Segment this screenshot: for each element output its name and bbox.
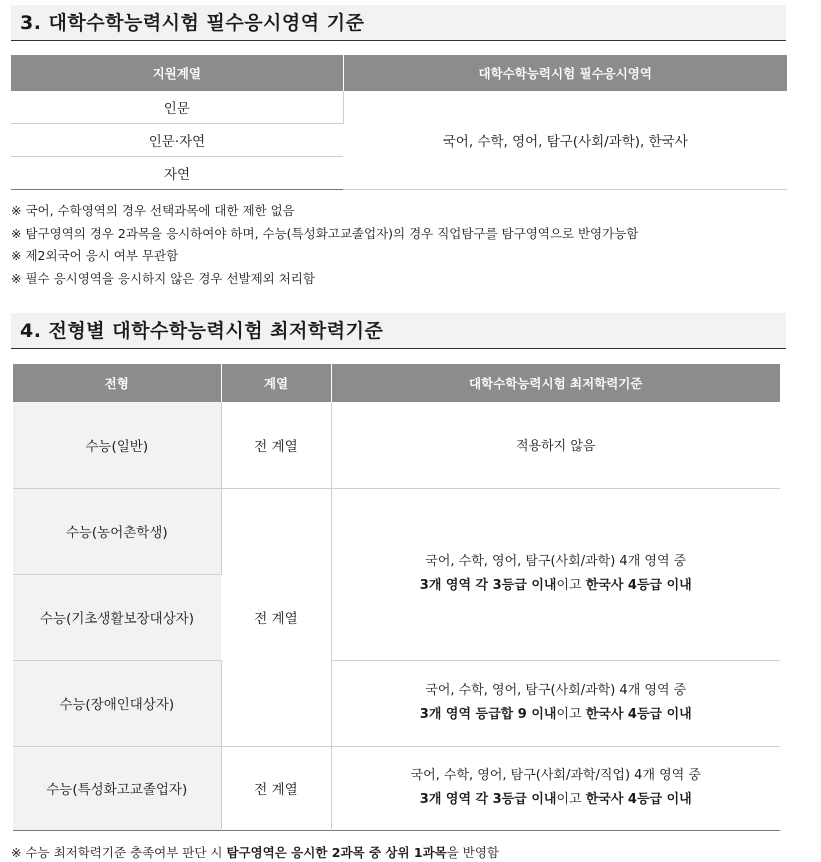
criteria-text: 이고 — [556, 578, 586, 593]
admission-type-cell: 수능(특성화고교졸업자) — [13, 746, 221, 830]
table-row — [13, 402, 780, 488]
required-areas-cell: 국어, 수학, 영어, 탐구(사회/과학), 한국사 — [343, 91, 787, 190]
criteria-bold: 3개 영역 등급합 9 이내 — [419, 707, 557, 722]
col-header-track: 지원계열 — [11, 55, 343, 91]
criteria-line: 국어, 수학, 영어, 탐구(사회/과학) 4개 영역 중 — [425, 554, 687, 569]
criteria-line — [332, 574, 781, 598]
criteria-cell — [331, 660, 780, 746]
criteria-bold: 3개 영역 각 3등급 이내 — [419, 578, 557, 593]
track-cell: 인문·자연 — [11, 124, 343, 157]
note-line: ※ 국어, 수학영역의 경우 선택과목에 대한 제한 없음 — [11, 203, 295, 218]
note-line: ※ 제2외국어 응시 여부 무관함 — [11, 248, 179, 263]
section3-notes — [11, 200, 638, 290]
admission-type-cell: 수능(장애인대상자) — [13, 660, 221, 746]
table-header-row — [11, 55, 787, 91]
criteria-cell — [331, 746, 780, 830]
track-cell: 자연 — [163, 167, 191, 183]
note-line: ※ 필수 응시영역을 응시하지 않은 경우 선발제외 처리함 — [11, 270, 315, 286]
track-cell: 전 계열 — [221, 746, 331, 830]
note-line: ※ 탐구영역의 경우 2과목을 응시하여야 하며, 수능(특성화고교졸업자)의 경우 직업탐구를 탐구영역으로 반영가능함 — [11, 225, 639, 241]
section3-title: 3. 대학수학능력시험 필수응시영역 기준 — [11, 5, 786, 41]
track-cell: 전 계열 — [221, 402, 331, 488]
admission-type-cell: 수능(기초생활보장대상자) — [13, 574, 221, 660]
admission-type-cell: 수능(농어촌학생) — [13, 488, 221, 574]
criteria-bold: 한국사 4등급 이내 — [585, 707, 692, 722]
footnote-text: ※ 수능 최저학력기준 충족여부 판단 시 — [11, 845, 227, 860]
criteria-line: 국어, 수학, 영어, 탐구(사회/과학) 4개 영역 중 — [425, 683, 687, 698]
table-header-row — [13, 364, 780, 402]
footnote-bold: 탐구영역은 응시한 2과목 중 상위 1과목 — [226, 845, 447, 860]
section4-title: 4. 전형별 대학수학능력시험 최저학력기준 — [11, 313, 786, 349]
criteria-cell: 적용하지 않음 — [331, 402, 780, 488]
col-header-track: 계열 — [221, 364, 331, 402]
criteria-cell — [331, 488, 780, 660]
criteria-text: 이고 — [556, 707, 586, 722]
track-cell: 전 계열 — [221, 488, 331, 746]
footnote-text: 을 반영함 — [446, 845, 500, 860]
criteria-text: 이고 — [556, 792, 586, 807]
criteria-bold: 한국사 4등급 이내 — [585, 578, 692, 593]
table-row — [13, 488, 780, 574]
criteria-bold: 3개 영역 각 3등급 이내 — [419, 792, 557, 807]
track-cell: 인문 — [11, 91, 343, 124]
required-subjects-table — [11, 55, 787, 190]
criteria-line: 국어, 수학, 영어, 탐구(사회/과학/직업) 4개 영역 중 — [410, 768, 701, 783]
table-row — [13, 660, 780, 746]
table-row — [13, 746, 780, 830]
table-row — [11, 91, 787, 124]
criteria-line — [332, 703, 781, 727]
criteria-bold: 한국사 4등급 이내 — [585, 792, 692, 807]
col-header-admission-type: 전형 — [13, 364, 221, 402]
section4-footnote — [11, 844, 499, 862]
minimum-score-table — [13, 364, 780, 831]
col-header-minimum-criteria: 대학수학능력시험 최저학력기준 — [331, 364, 780, 402]
admission-type-cell: 수능(일반) — [13, 402, 221, 488]
col-header-required-areas: 대학수학능력시험 필수응시영역 — [343, 55, 787, 91]
criteria-line — [332, 788, 781, 812]
